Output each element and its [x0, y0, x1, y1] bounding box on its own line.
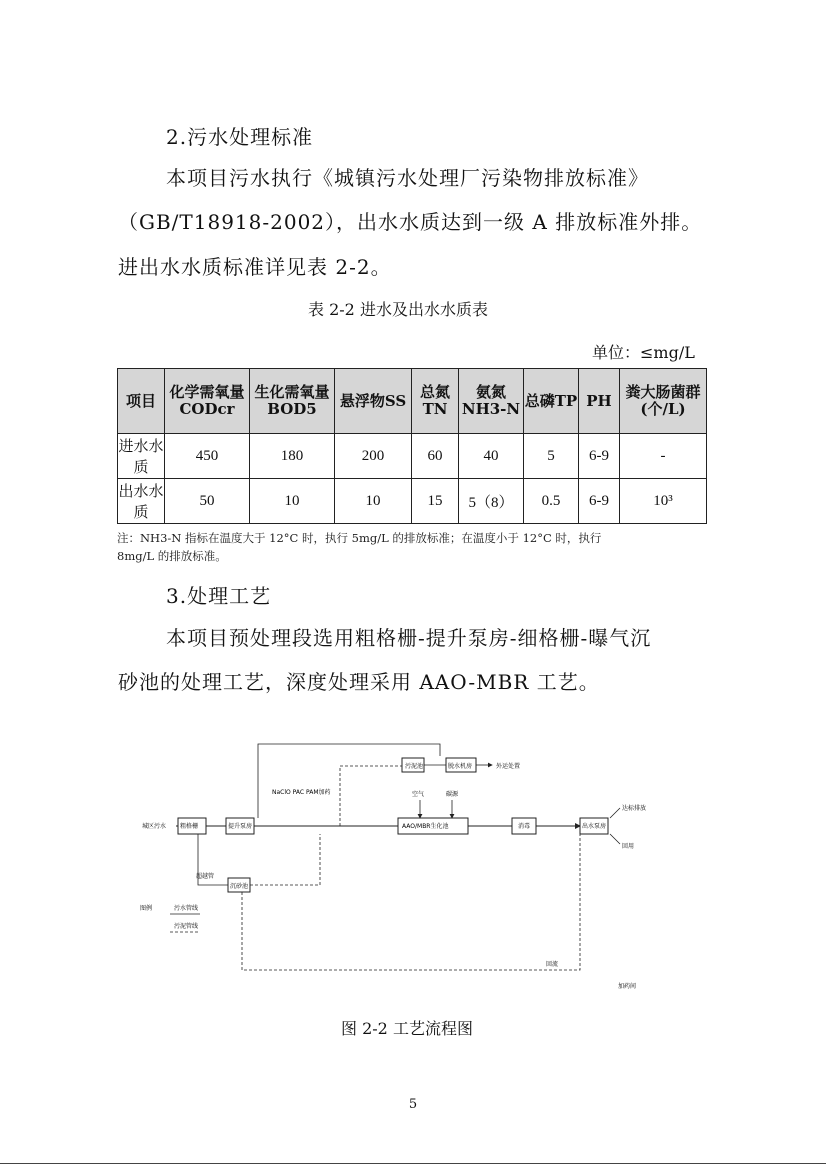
- header-ph: PH: [579, 369, 620, 434]
- label-air: 空气: [412, 791, 425, 798]
- cell-tn: 15: [412, 479, 459, 524]
- header-nh3n: 氨氮NH3-N: [459, 369, 524, 434]
- label-outside: 外运处置: [496, 763, 521, 770]
- table-note: [117, 529, 712, 565]
- process-flow-diagram: [140, 738, 660, 998]
- cell-nh3n: 40: [459, 434, 524, 479]
- cell-item: 进水水质: [118, 434, 165, 479]
- outlet-line-lower: [610, 834, 620, 844]
- table-row: [118, 434, 707, 479]
- label-dewater: 脱水机房: [448, 763, 473, 770]
- grit-return-pipe: [250, 834, 320, 885]
- table-note-line-2: 8mg/L 的排放标准。: [117, 549, 227, 563]
- table-caption: 表 2-2 进水及出水水质表: [308, 300, 488, 319]
- cell-nh3n: 5（8）: [459, 479, 524, 524]
- cell-item: 出水水质: [118, 479, 165, 524]
- label-reuse: 回用: [622, 843, 635, 850]
- header-tn: 总氮TN: [412, 369, 459, 434]
- page-number: 5: [408, 1097, 418, 1112]
- header-cod: 化学需氧量CODcr: [165, 369, 250, 434]
- water-quality-table: [117, 368, 707, 524]
- bottom-divider: [0, 1163, 826, 1164]
- label-legend-2: 污泥管线: [174, 923, 199, 930]
- label-legend-1: 污水管线: [174, 905, 199, 912]
- cell-cod: 50: [165, 479, 250, 524]
- table-unit: 单位：≤mg/L: [592, 343, 695, 362]
- label-pump: 提升泵房: [228, 823, 253, 830]
- cell-ph: 6-9: [579, 434, 620, 479]
- paragraph-1-line-3: 进出水水质标准详见表 2-2。: [118, 255, 392, 279]
- cell-coliform: 10³: [620, 479, 707, 524]
- cell-coliform: -: [620, 434, 707, 479]
- paragraph-2-line-2: 砂池的处理工艺，深度处理采用 AAO-MBR 工艺。: [118, 670, 600, 694]
- paragraph-2-line-1: 本项目预处理段选用粗格栅-提升泵房-细格栅-曝气沉: [166, 626, 652, 650]
- label-chem: NaClO PAC PAM加药: [272, 789, 331, 796]
- label-disinfect: 消毒: [518, 823, 531, 830]
- label-return: 回流: [546, 961, 559, 968]
- figure-caption: 图 2-2 工艺流程图: [341, 1019, 473, 1038]
- label-legend-title: 图例: [140, 905, 153, 912]
- header-item: 项目: [118, 369, 165, 434]
- table-row: [118, 479, 707, 524]
- cell-tp: 5: [524, 434, 579, 479]
- sludge-return-pipe: [242, 834, 580, 970]
- cell-tp: 0.5: [524, 479, 579, 524]
- label-coarse: 粗格栅: [180, 823, 199, 830]
- label-discharge: 达标排放: [622, 805, 647, 812]
- header-tp: 总磷TP: [524, 369, 579, 434]
- cell-tn: 60: [412, 434, 459, 479]
- label-small: 加药间: [618, 983, 637, 990]
- table-note-line-1: 注：NH3-N 指标在温度大于 12°C 时，执行 5mg/L 的排放标准；在温度小于 12°C 时，执行: [117, 531, 602, 545]
- cell-bod: 10: [250, 479, 335, 524]
- header-ss: 悬浮物SS: [335, 369, 412, 434]
- label-overflow: 超越管: [196, 873, 215, 880]
- label-sludge: 污泥池: [405, 763, 424, 770]
- cell-bod: 180: [250, 434, 335, 479]
- label-carbon: 碳源: [446, 791, 459, 798]
- header-coliform: 粪大肠菌群(个/L): [620, 369, 707, 434]
- cell-ss: 10: [335, 479, 412, 524]
- label-grit: 沉砂池: [230, 883, 249, 890]
- header-bod: 生化需氧量BOD5: [250, 369, 335, 434]
- chem-dosing-pipe: [340, 766, 402, 826]
- label-influent: 城区污水: [142, 823, 167, 830]
- return-pipe: [258, 744, 440, 818]
- paragraph-1-line-2: （GB/T18918-2002），出水水质达到一级 A 排放标准外排。: [118, 210, 703, 234]
- label-outlet: 出水泵房: [582, 823, 607, 830]
- cell-cod: 450: [165, 434, 250, 479]
- section-2-heading: 2.污水处理标准: [166, 125, 314, 149]
- cell-ss: 200: [335, 434, 412, 479]
- section-3-heading: 3.处理工艺: [166, 584, 272, 608]
- cell-ph: 6-9: [579, 479, 620, 524]
- paragraph-1-line-1: 本项目污水执行《城镇污水处理厂污染物排放标准》: [166, 166, 649, 190]
- label-aao: AAO/MBR生化池: [402, 823, 449, 830]
- outlet-line-upper: [610, 808, 620, 818]
- table-header-row: [118, 369, 707, 434]
